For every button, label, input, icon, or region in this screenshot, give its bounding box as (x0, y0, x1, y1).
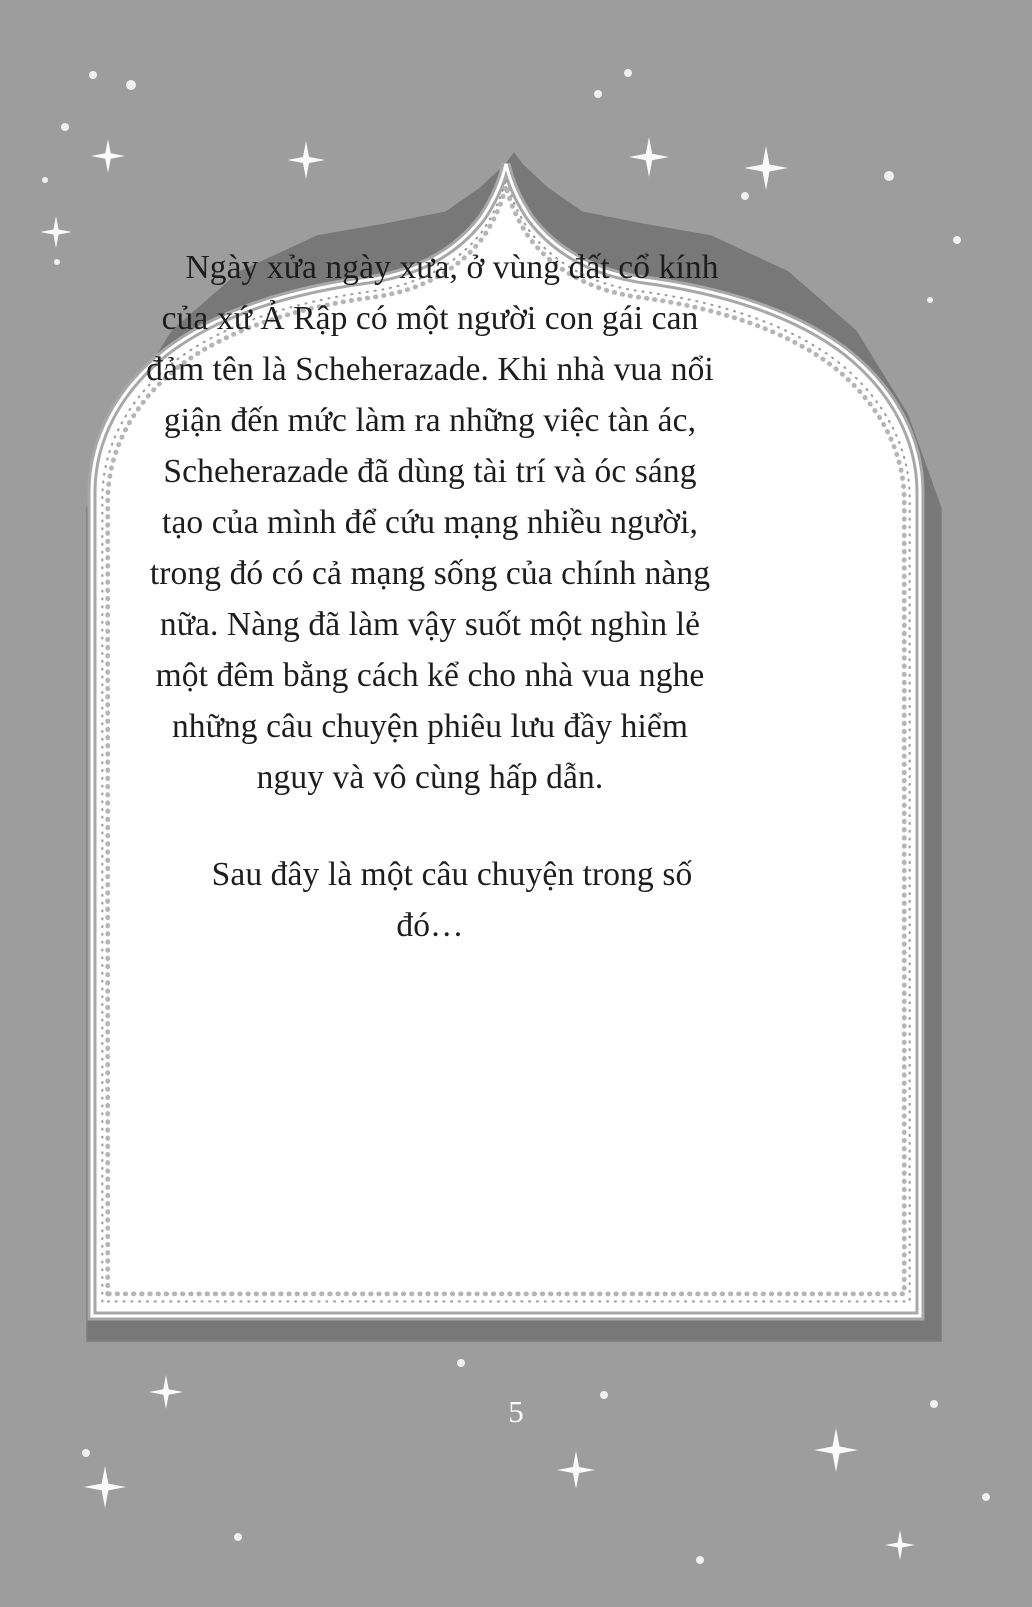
sparkle-star-icon (814, 1428, 858, 1472)
star-dot-icon (54, 259, 60, 265)
story-paragraph-1: Ngày xửa ngày xưa, ở vùng đất cổ kính của xứ Ả Rập có một người con gái can đảm tên là Scheherazade. Khi nhà vua nổi giận đến mức làm ra những việc tàn ác, Scheherazade đã dùng tài trí và óc sáng tạo của mình để cứu mạng nhiều người, trong đó có cả mạng sống của chính nàng nữa. Nàng đã làm vậy suốt một nghìn lẻ một đêm bằng cách kể cho nhà vua nghe những câu chuyện phiêu lưu đầy hiểm nguy và vô cùng hấp dẫn. (146, 249, 719, 796)
star-dot-icon (126, 80, 136, 90)
sparkle-star-icon (885, 1530, 915, 1560)
story-text-block (140, 242, 720, 951)
star-dot-icon (982, 1493, 990, 1501)
sparkle-star-icon (84, 1466, 126, 1508)
star-dot-icon (696, 1556, 704, 1564)
star-dot-icon (594, 90, 602, 98)
star-dot-icon (89, 71, 97, 79)
page-number: 5 (508, 1394, 524, 1429)
story-paragraph-2: Sau đây là một câu chuyện trong số đó… (211, 856, 693, 944)
star-dot-icon (953, 236, 961, 244)
star-dot-icon (457, 1359, 465, 1367)
star-dot-icon (42, 177, 48, 183)
sparkle-star-icon (557, 1451, 595, 1489)
star-dot-icon (61, 123, 69, 131)
star-dot-icon (234, 1533, 242, 1541)
star-dot-icon (624, 69, 632, 77)
star-dot-icon (82, 1449, 90, 1457)
sparkle-star-icon (40, 216, 72, 248)
